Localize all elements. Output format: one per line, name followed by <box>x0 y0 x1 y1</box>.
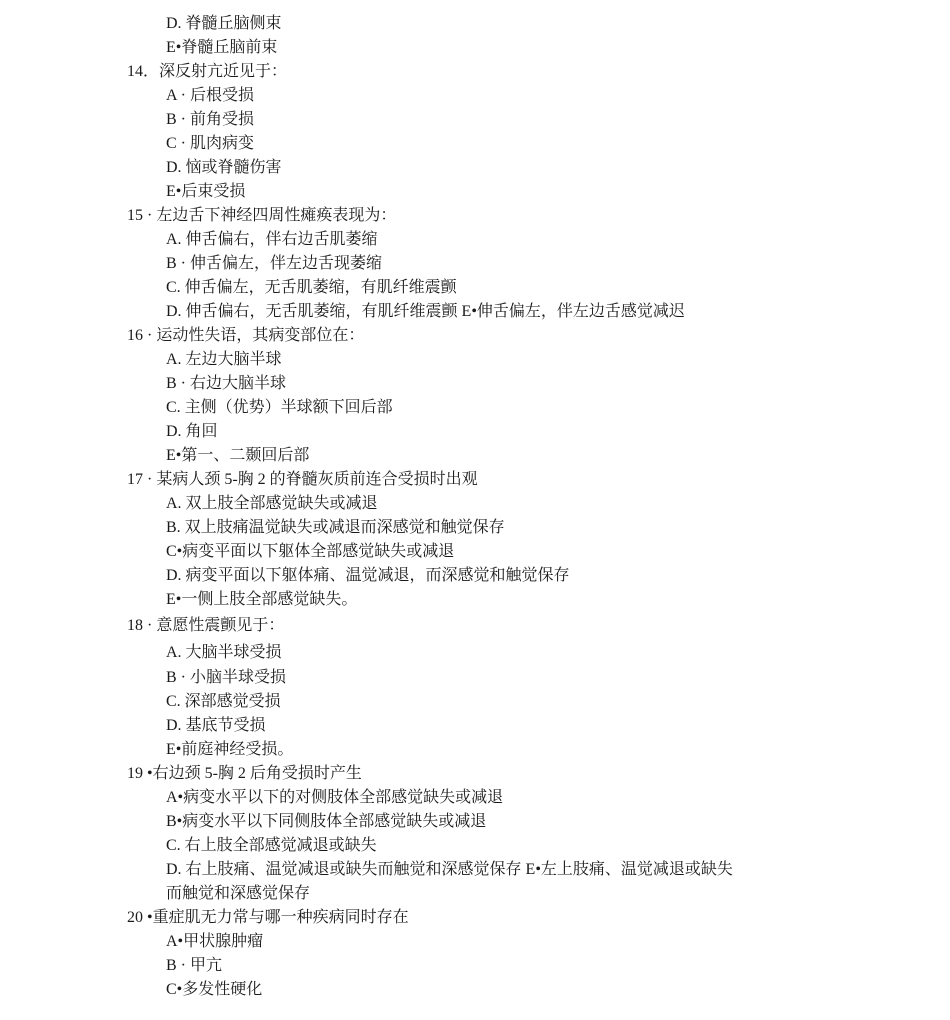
exam-document <box>0 12 950 1002</box>
answer-option: A. 大脑半球受损 <box>166 644 282 661</box>
answer-option: C. 伸舌偏左，无舌肌萎缩，有肌纤维震颤 <box>166 279 457 296</box>
answer-option: C · 肌肉病变 <box>166 135 255 152</box>
answer-option: D. 伸舌偏右，无舌肌萎缩，有肌纤维震颤 E•伸舌偏左，伴左边舌感觉减迟 <box>166 303 685 320</box>
answer-option: D. 右上肢痛、温觉减退或缺失而触觉和深感觉保存 E•左上肢痛、温觉减退或缺失 <box>166 861 733 878</box>
answer-option: E•后束受损 <box>166 183 246 200</box>
answer-option: E•前庭神经受损。 <box>166 741 294 758</box>
question-stem: 14．深反射亢近见于： <box>127 63 288 80</box>
answer-option: D. 角回 <box>166 423 218 440</box>
question-stem: 20 •重症肌无力常与哪一种疾病同时存在 <box>127 909 409 926</box>
answer-option: A•病变水平以下的对侧肢体全部感觉缺失或减退 <box>166 789 504 806</box>
question-stem: 16 · 运动性失语，其病变部位在： <box>127 327 365 344</box>
question-stem: 17 · 某病人颈 5-胸 2 的脊髓灰质前连合受损时出观 <box>127 471 478 488</box>
answer-option: B · 前角受损 <box>166 111 255 128</box>
answer-option: A. 双上肢全部感觉缺失或减退 <box>166 495 378 512</box>
answer-option: B · 小脑半球受损 <box>166 669 287 686</box>
answer-option: D. 病变平面以下躯体痛、温觉减退，而深感觉和触觉保存 <box>166 567 570 584</box>
answer-option: B · 右边大脑半球 <box>166 375 287 392</box>
answer-option: C•病变平面以下躯体全部感觉缺失或减退 <box>166 543 455 560</box>
question-stem: 15 · 左边舌下神经四周性瘫痪表现为： <box>127 207 397 224</box>
question-stem: 18 · 意愿性震颤见于： <box>127 617 285 634</box>
answer-option: E•第一、二颞回后部 <box>166 447 310 464</box>
answer-option: A•甲状腺肿瘤 <box>166 933 264 950</box>
answer-option: B•病变水平以下同侧肢体全部感觉缺失或减退 <box>166 813 487 830</box>
answer-option: D. 脊髓丘脑侧束 <box>166 15 282 32</box>
answer-option: D. 恼或脊髓伤害 <box>166 159 282 176</box>
answer-option: A. 左边大脑半球 <box>166 351 282 368</box>
answer-option: D. 基底节受损 <box>166 717 266 734</box>
answer-option: C. 右上肢全部感觉减退或缺失 <box>166 837 377 854</box>
question-stem: 19 •右边颈 5-胸 2 后角受损时产生 <box>127 765 362 782</box>
answer-option: 而触觉和深感觉保存 <box>166 885 311 902</box>
answer-option: A. 伸舌偏右，伴右边舌肌萎缩 <box>166 231 378 248</box>
answer-option: B. 双上肢痛温觉缺失或减退而深感觉和触觉保存 <box>166 519 505 536</box>
answer-option: C•多发性硬化 <box>166 981 263 998</box>
answer-option: B · 甲亢 <box>166 957 223 974</box>
answer-option: E•一侧上肢全部感觉缺失。 <box>166 591 358 608</box>
answer-option: E•脊髓丘脑前束 <box>166 39 278 56</box>
answer-option: A · 后根受损 <box>166 87 255 104</box>
answer-option: B · 伸舌偏左，伴左边舌现萎缩 <box>166 255 383 272</box>
answer-option: C. 主侧（优势）半球额下回后部 <box>166 399 393 416</box>
answer-option: C. 深部感觉受损 <box>166 693 281 710</box>
